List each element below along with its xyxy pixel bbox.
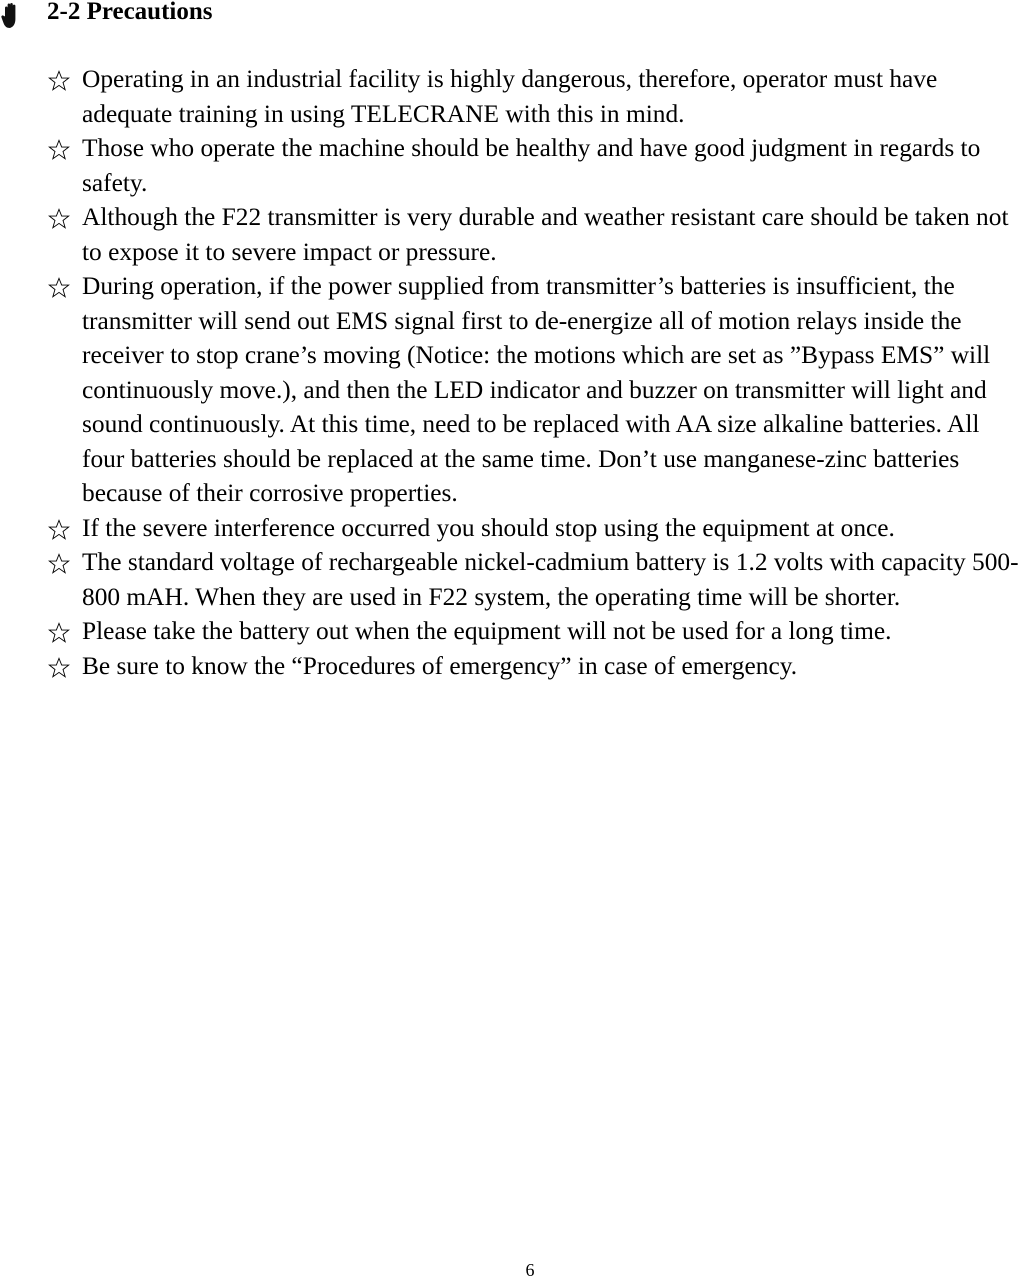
precaution-text: Operating in an industrial facility is highly dangerous, therefore, operator must have adequate training in using TELECRANE with this in mind. bbox=[82, 65, 938, 128]
precaution-text: Those who operate the machine should be healthy and have good judgment in regards to safety. bbox=[82, 134, 981, 197]
list-item bbox=[48, 649, 1020, 684]
precautions-list bbox=[48, 62, 1020, 683]
star-outline-icon bbox=[48, 277, 70, 299]
precaution-text: During operation, if the power supplied from transmitter’s batteries is insufficient, the transmitter will send out EMS signal first to de-energize all of motion relays inside the receiver to stop crane’s moving (Notice: the motions which are set as ”Bypass EMS” will continuously move.), and then the LED indicator and buzzer on transmitter will light and sound continuously. At this time, need to be replaced with AA size alkaline batteries. All four batteries should be replaced at the same time. Don’t use manganese-zinc batteries because of their corrosive properties. bbox=[82, 272, 991, 507]
section-title: 2-2 Precautions bbox=[47, 0, 213, 25]
star-outline-icon bbox=[48, 208, 70, 230]
star-outline-icon bbox=[48, 657, 70, 679]
list-item bbox=[48, 614, 1020, 649]
hand-stop-icon bbox=[0, 2, 20, 30]
list-item bbox=[48, 511, 1020, 546]
precaution-text: Although the F22 transmitter is very durable and weather resistant care should be taken not to expose it to severe impact or pressure. bbox=[82, 203, 1009, 266]
list-item bbox=[48, 545, 1020, 614]
star-outline-icon bbox=[48, 553, 70, 575]
list-item bbox=[48, 200, 1020, 269]
page-number: 6 bbox=[525, 1260, 535, 1280]
precaution-text: Be sure to know the “Procedures of emergency” in case of emergency. bbox=[82, 651, 798, 680]
list-item bbox=[48, 269, 1020, 511]
star-outline-icon bbox=[48, 519, 70, 541]
list-item bbox=[48, 131, 1020, 200]
precaution-text: Please take the battery out when the equipment will not be used for a long time. bbox=[82, 617, 892, 645]
precaution-text: If the severe interference occurred you should stop using the equipment at once. bbox=[82, 513, 895, 542]
list-item bbox=[48, 62, 1020, 131]
star-outline-icon bbox=[48, 139, 70, 161]
precaution-text: The standard voltage of rechargeable nickel-cadmium battery is 1.2 volts with capacity 500-800 mAH. When they are used in F22 system, the operating time will be shorter. bbox=[82, 548, 1019, 611]
star-outline-icon bbox=[48, 622, 70, 644]
star-outline-icon bbox=[48, 70, 70, 92]
